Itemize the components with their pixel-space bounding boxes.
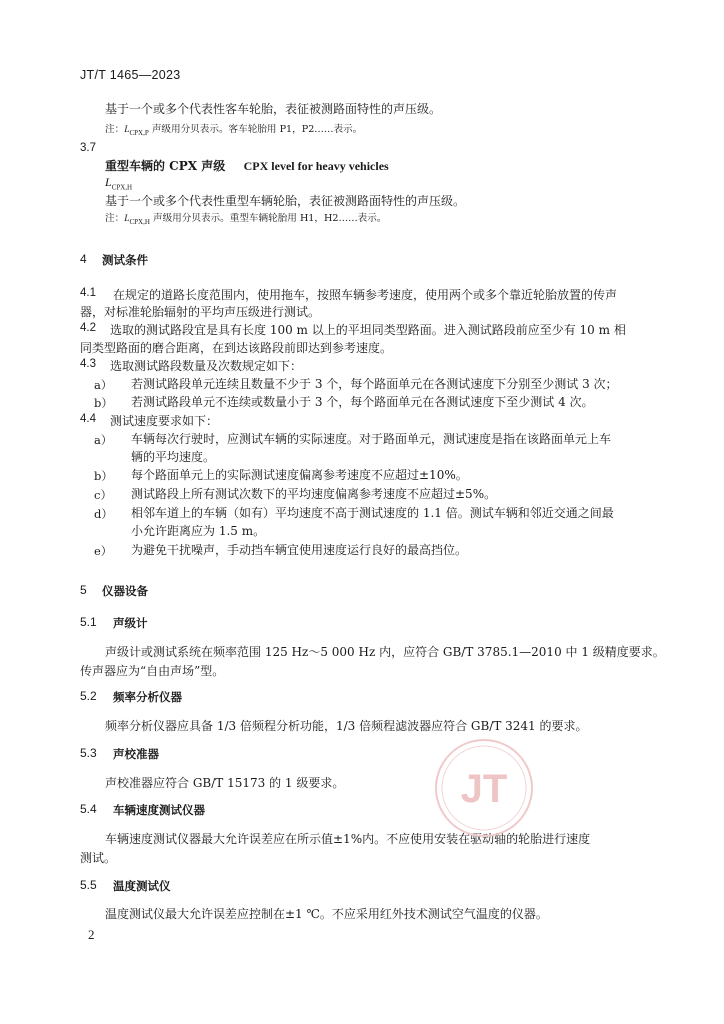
- subsection-number: 5.5: [80, 878, 97, 892]
- list-item: 若测试路段单元连续且数量不少于 3 个，每个路面单元在各测试速度下分别至少测试 3 次；: [131, 377, 618, 391]
- clause-4-2-line: 选取的测试路段宜是具有长度 100 m 以上的平坦同类型路面。进入测试路段前应至少有 10 m 相: [110, 323, 626, 337]
- clause-3-7-definition: 基于一个或多个代表性重型车辆轮胎，表征被测路面特性的声压级。: [105, 194, 466, 208]
- section-number: 5: [80, 583, 87, 597]
- term-symbol: $L_{CPX,H}$: [105, 175, 133, 192]
- clause-3-6-note: [105, 124, 362, 139]
- list-item: 车辆每次行驶时，应测试车辆的实际速度。对于路面单元，测试速度是指在该路面单元上车: [131, 432, 612, 446]
- section-title: 仪器设备: [102, 584, 148, 598]
- list-label: a）: [94, 433, 113, 447]
- clause-number: 3.7: [80, 142, 96, 154]
- list-label: e）: [94, 544, 113, 558]
- subsection-title: 温度测试仪: [113, 879, 171, 893]
- list-item: 相邻车道上的车辆（如有）平均速度不高于测试速度的 1.1 倍。测试车辆和邻近交通之间最: [131, 506, 614, 520]
- subsection-5-3-text: 声校准器应符合 GB/T 15173 的 1 级要求。: [105, 776, 345, 790]
- list-label: d）: [94, 507, 113, 521]
- subsection-5-4-line: 车辆速度测试仪器最大允许误差应在所示值±1%内。不应使用安装在驱动轴的轮胎进行速度: [105, 832, 591, 846]
- list-item: 为避免干扰噪声，手动挡车辆宜使用速度运行良好的最高挡位。: [131, 543, 468, 557]
- note-label: 注：: [105, 213, 125, 224]
- list-item: 若测试路段单元不连续或数量小于 3 个，每个路面单元在各测试速度下至少测试 4 次。: [131, 395, 594, 409]
- term-chinese: 重型车辆的 CPX 声级: [105, 159, 226, 173]
- clause-number: 4.1: [80, 287, 96, 299]
- subsection-title: 声级计: [113, 616, 148, 630]
- subsection-number: 5.3: [80, 746, 97, 760]
- clause-number: 4.4: [80, 413, 96, 425]
- clause-number: 4.2: [80, 322, 96, 334]
- list-item-continued: 辆的平均速度。: [131, 450, 216, 464]
- list-item-continued: 小允许距离应为 1.5 m。: [131, 524, 266, 538]
- clause-4-1-line: 器，对标准轮胎辐射的平均声压级进行测试。: [80, 305, 321, 319]
- section-title: 测试条件: [102, 253, 148, 267]
- subsection-title: 声校准器: [113, 747, 159, 761]
- list-item: 测试路段上所有测试次数下的平均速度偏离参考速度不应超过±5%。: [131, 487, 497, 501]
- subsection-title: 车辆速度测试仪器: [113, 803, 205, 817]
- subsection-5-5-text: 温度测试仪最大允许误差应控制在±1 ℃。不应采用红外技术测试空气温度的仪器。: [105, 907, 548, 921]
- note-text: 声级用分贝表示。客车轮胎用 P1，P2……表示。: [151, 124, 363, 135]
- subsection-5-2-text: 频率分析仪器应具备 1/3 倍频程分析功能，1/3 倍频程滤波器应符合 GB/T 3241 的要求。: [105, 719, 588, 733]
- list-label: b）: [94, 469, 113, 483]
- subsection-number: 5.2: [80, 689, 97, 703]
- document-id: JT/T 1465—2023: [80, 68, 181, 82]
- note-text: 声级用分贝表示。重型车辆轮胎用 H1，H2……表示。: [152, 213, 387, 224]
- subsection-title: 频率分析仪器: [113, 690, 182, 704]
- term-english: CPX level for heavy vehicles: [243, 159, 389, 173]
- term-heading: [105, 159, 389, 173]
- clause-4-2-line: 同类型路面的磨合距离，在到达该路段前即达到参考速度。: [80, 341, 393, 355]
- note-label: 注：: [105, 124, 125, 135]
- subsection-5-1-line: 传声器应为“自由声场”型。: [80, 664, 225, 678]
- note-symbol: $L_{CPX,P}$: [124, 125, 149, 137]
- list-label: c）: [94, 488, 112, 502]
- watermark-text: JT: [460, 767, 508, 811]
- subsection-5-4-line: 测试。: [80, 851, 117, 865]
- clause-number: 4.3: [80, 358, 96, 370]
- subsection-5-1-line: 声级计或测试系统在频率范围 125 Hz～5 000 Hz 内，应符合 GB/T 3785.1—2010 中 1 级精度要求。: [105, 645, 665, 659]
- jt-watermark-seal: [432, 736, 536, 840]
- clause-3-7-note: [105, 213, 386, 228]
- clause-4-4-line: 测试速度要求如下：: [110, 414, 219, 428]
- section-number: 4: [80, 252, 87, 266]
- note-symbol: $L_{CPX,H}$: [124, 214, 150, 226]
- list-label: a）: [94, 378, 113, 392]
- clause-4-1-line: 在规定的道路长度范围内，使用拖车，按照车辆参考速度，使用两个或多个靠近轮胎放置的传声: [113, 288, 618, 302]
- subsection-number: 5.4: [80, 802, 97, 816]
- clause-3-6-definition: 基于一个或多个代表性客车轮胎，表征被测路面特性的声压级。: [105, 102, 442, 116]
- seal-icon: [432, 736, 536, 840]
- page-number: 2: [88, 927, 95, 942]
- list-label: b）: [94, 396, 113, 410]
- clause-4-3-line: 选取测试路段数量及次数规定如下：: [110, 359, 303, 373]
- list-item: 每个路面单元上的实际测试速度偏离参考速度不应超过±10%。: [131, 468, 468, 482]
- subsection-number: 5.1: [80, 615, 97, 629]
